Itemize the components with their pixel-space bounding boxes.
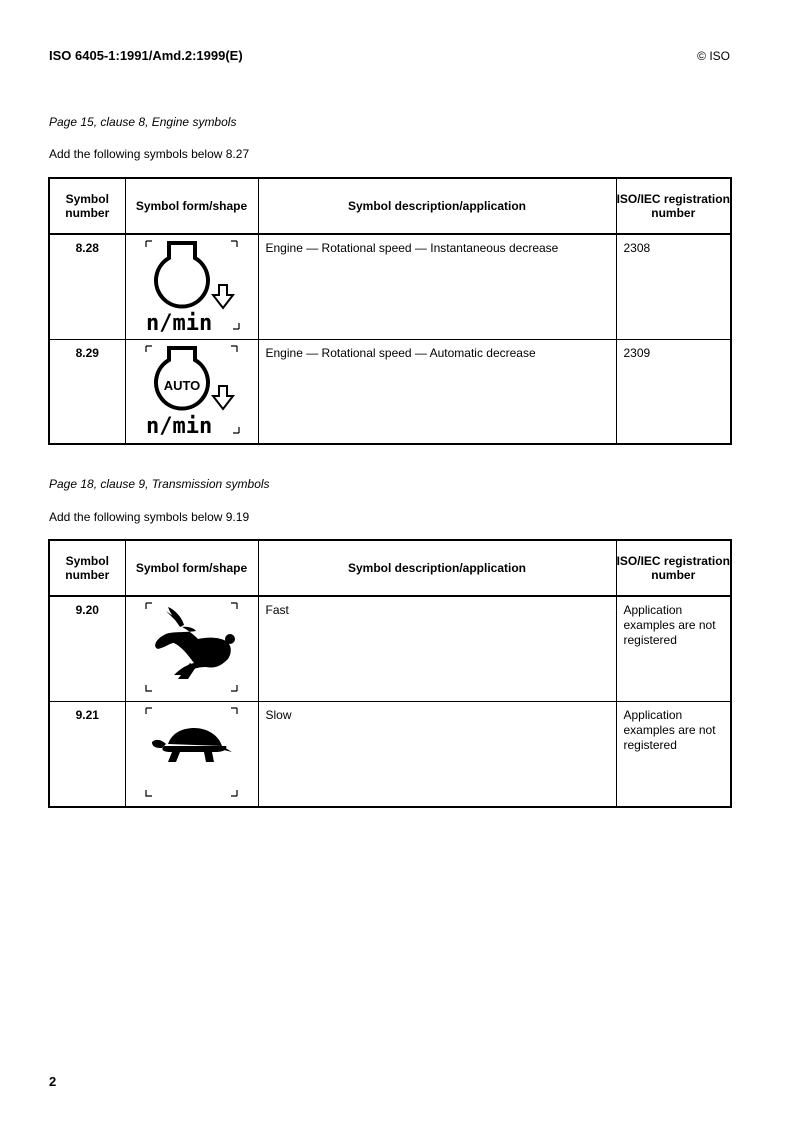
rabbit-icon [126, 597, 258, 701]
symbol-description: Fast [258, 596, 616, 702]
header-registration: ISO/IEC registration number [616, 178, 731, 234]
document-id: ISO 6405-1:1991/Amd.2:1999(E) [49, 48, 243, 63]
registration-number: 2309 [616, 340, 731, 445]
symbol-number: 8.29 [49, 340, 125, 445]
page-number: 2 [49, 1074, 57, 1089]
symbol-description: Engine — Rotational speed — Instantaneous decrease [258, 234, 616, 340]
table-row [49, 596, 731, 702]
symbol-cell [125, 596, 258, 702]
table-row [49, 702, 731, 808]
table-row [49, 234, 731, 340]
header-symbol-number: Symbol number [49, 178, 125, 234]
section1-note: Add the following symbols below 8.27 [49, 147, 250, 161]
symbol-number: 8.28 [49, 234, 125, 340]
section1-title: Page 15, clause 8, Engine symbols [49, 115, 237, 129]
table-row [49, 340, 731, 445]
registration-note: Application examples are not registered [616, 596, 731, 702]
symbol-description: Slow [258, 702, 616, 808]
section2-note: Add the following symbols below 9.19 [49, 510, 250, 524]
section2-title: Page 18, clause 9, Transmission symbols [49, 477, 270, 491]
header-symbol-number: Symbol number [49, 540, 125, 596]
engine-speed-decrease-icon [126, 235, 258, 339]
engine-speed-auto-decrease-icon [126, 340, 258, 443]
engine-symbols-table [48, 177, 732, 445]
symbol-number: 9.21 [49, 702, 125, 808]
header-symbol-form: Symbol form/shape [125, 540, 258, 596]
transmission-symbols-table [48, 539, 732, 808]
header-description: Symbol description/application [258, 178, 616, 234]
header-description: Symbol description/application [258, 540, 616, 596]
copyright-notice: © ISO [697, 49, 730, 63]
engine-speed-unit-label: n/min [145, 414, 212, 439]
symbol-cell [125, 340, 258, 445]
header-registration: ISO/IEC registration number [616, 540, 731, 596]
auto-label: AUTO [163, 378, 200, 393]
header-symbol-form: Symbol form/shape [125, 178, 258, 234]
symbol-number: 9.20 [49, 596, 125, 702]
registration-number: 2308 [616, 234, 731, 340]
turtle-icon [126, 702, 258, 806]
registration-note: Application examples are not registered [616, 702, 731, 808]
engine-speed-unit-label: n/min [145, 311, 212, 336]
symbol-cell [125, 234, 258, 340]
symbol-description: Engine — Rotational speed — Automatic decrease [258, 340, 616, 445]
symbol-cell [125, 702, 258, 808]
